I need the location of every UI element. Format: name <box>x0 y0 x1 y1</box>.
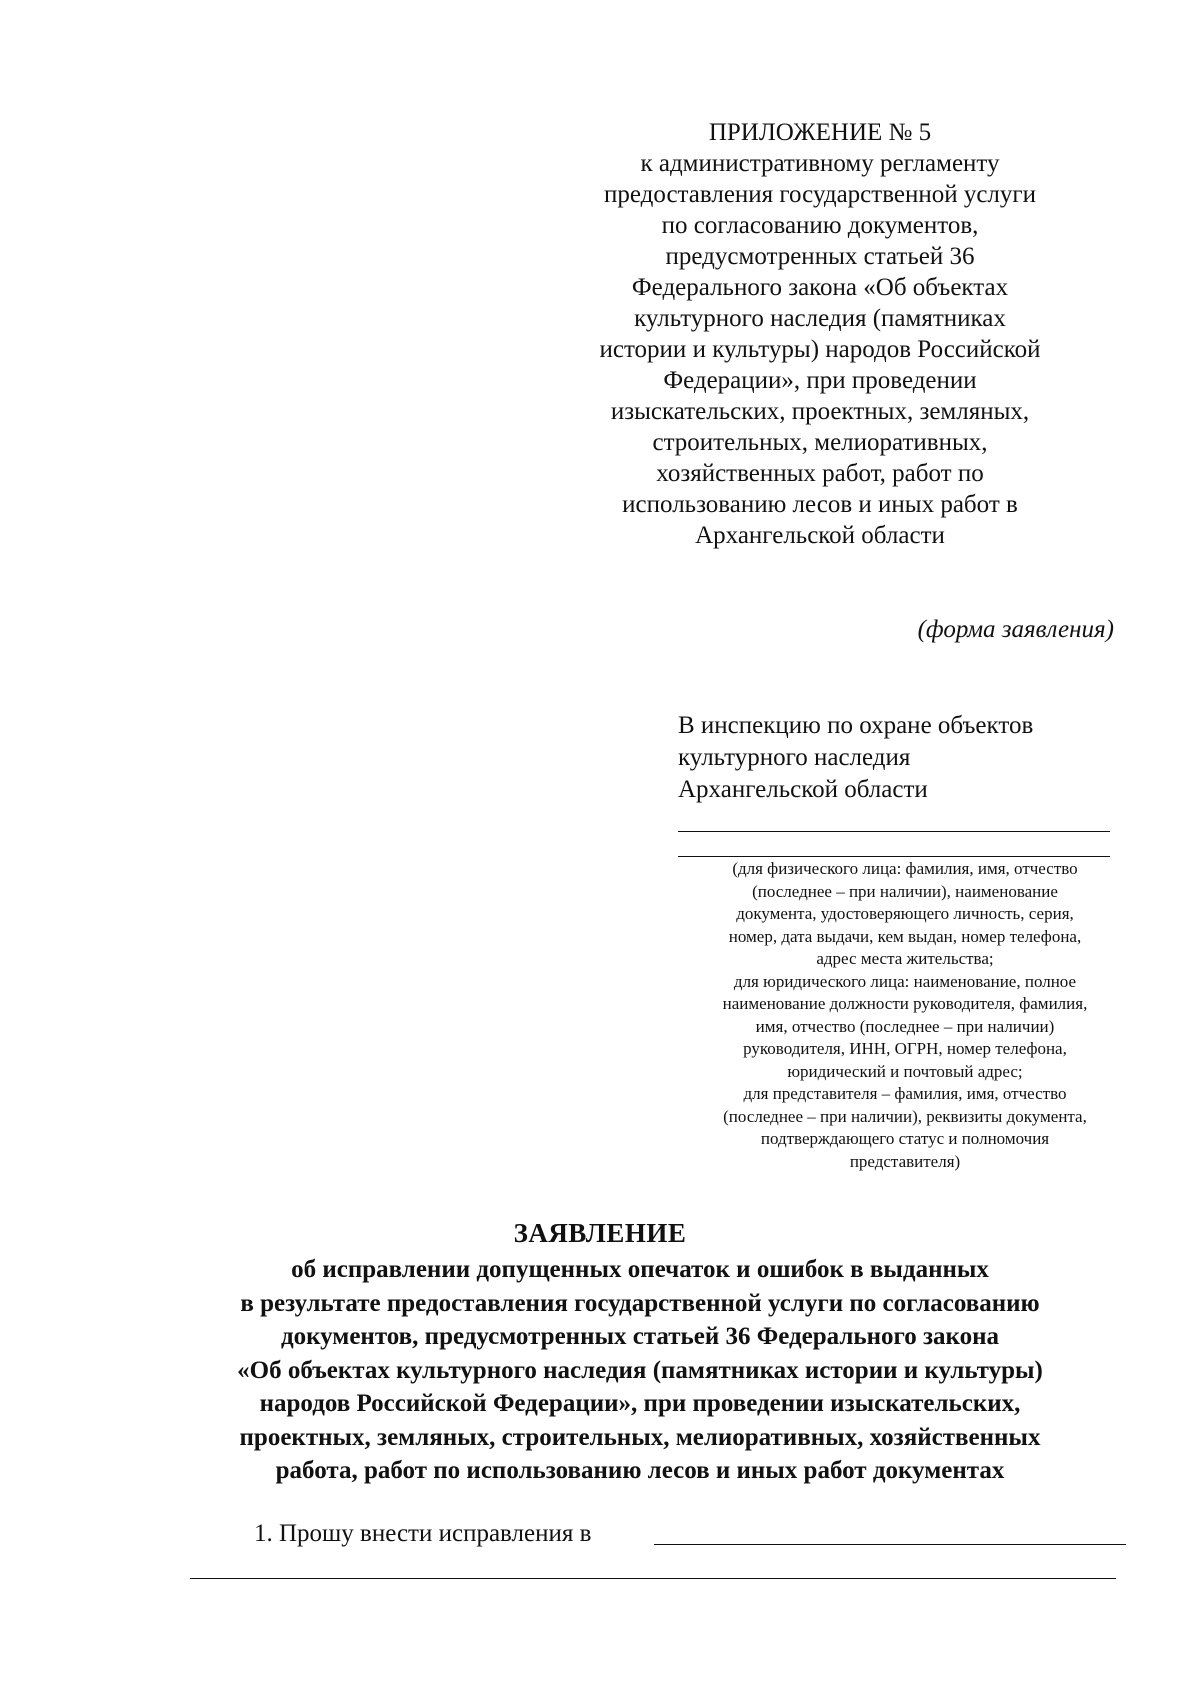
hint-line: имя, отчество (последнее – при наличии) <box>755 1016 1055 1036</box>
hint-line: номер, дата выдачи, кем выдан, номер телефона, <box>728 926 1082 946</box>
addressee-block <box>678 710 1138 806</box>
appendix-line: Архангельской области <box>695 522 945 549</box>
hint-line: наименование должности руководителя, фамилия, <box>722 994 1088 1013</box>
appendix-line: Федерации», при проведении <box>663 367 977 394</box>
item-1-blank-line[interactable] <box>654 1544 1126 1545</box>
appendix-line: строительных, мелиоративных, <box>652 429 988 456</box>
subtitle-line: работа, работ по использованию лесов и иных работ документах <box>275 1457 1005 1484</box>
form-type-label: (форма заявления) <box>917 616 1114 643</box>
hint-line: юридический и почтовый адрес; <box>787 1061 1023 1081</box>
appendix-line: Федерального закона «Об объектах <box>631 274 1009 301</box>
hint-line: руководителя, ИНН, ОГРН, номер телефона, <box>743 1039 1067 1058</box>
applicant-blank-line[interactable] <box>678 856 1110 857</box>
appendix-line: изыскательских, проектных, земляных, <box>610 398 1030 425</box>
addressee-line: Архангельской области <box>678 776 928 803</box>
item-1-continuation-line[interactable] <box>190 1578 1116 1579</box>
appendix-header <box>560 117 1080 551</box>
subtitle-line: об исправлении допущенных опечаток и ошибок в выданных <box>291 1256 989 1283</box>
appendix-line: к административному регламенту <box>640 150 1000 177</box>
hint-line: адрес места жительства; <box>816 949 994 968</box>
hint-line: (последнее – при наличии), наименование <box>752 881 1058 901</box>
applicant-blank-line[interactable] <box>678 831 1110 832</box>
statement-title: ЗАЯВЛЕНИЕ <box>513 1218 687 1248</box>
hint-line: представителя) <box>849 1151 961 1171</box>
subtitle-line: «Об объектах культурного наследия (памятниках истории и культуры) <box>237 1356 1043 1384</box>
appendix-line: истории и культуры) народов Российской <box>599 336 1041 363</box>
addressee-line: В инспекцию по охране объектов <box>678 712 1034 739</box>
statement-subtitle <box>160 1253 1120 1488</box>
subtitle-line: в результате предоставления государственной услуги по согласованию <box>240 1289 1040 1317</box>
item-1-text: 1. Прошу внести исправления в <box>254 1520 592 1547</box>
appendix-line: хозяйственных работ, работ по <box>656 460 984 487</box>
appendix-title: ПРИЛОЖЕНИЕ № 5 <box>708 119 932 146</box>
hint-line: документа, удостоверяющего личность, серия, <box>736 904 1074 923</box>
subtitle-line: документов, предусмотренных статьей 36 Федерального закона <box>280 1323 1000 1350</box>
hint-line: подтверждающего статус и полномочия <box>760 1129 1050 1148</box>
hint-line: для юридического лица: наименование, полное <box>733 971 1077 991</box>
appendix-line: культурного наследия (памятниках <box>634 305 1006 332</box>
subtitle-line: народов Российской Федерации», при проведении изыскательских, <box>259 1390 1021 1417</box>
hint-line: (для физического лица: фамилия, имя, отчество <box>732 859 1078 878</box>
hint-line: для представителя – фамилия, имя, отчество <box>743 1084 1067 1103</box>
addressee-line: культурного наследия <box>678 744 911 771</box>
applicant-hint <box>670 858 1140 1173</box>
appendix-line: использованию лесов и иных работ в <box>622 491 1018 518</box>
appendix-line: предоставления государственной услуги <box>603 181 1037 208</box>
hint-line: (последнее – при наличии), реквизиты документа, <box>723 1106 1087 1126</box>
subtitle-line: проектных, земляных, строительных, мелиоративных, хозяйственных <box>239 1423 1041 1451</box>
appendix-line: по согласованию документов, <box>661 212 979 239</box>
appendix-line: предусмотренных статьей 36 <box>665 243 975 270</box>
